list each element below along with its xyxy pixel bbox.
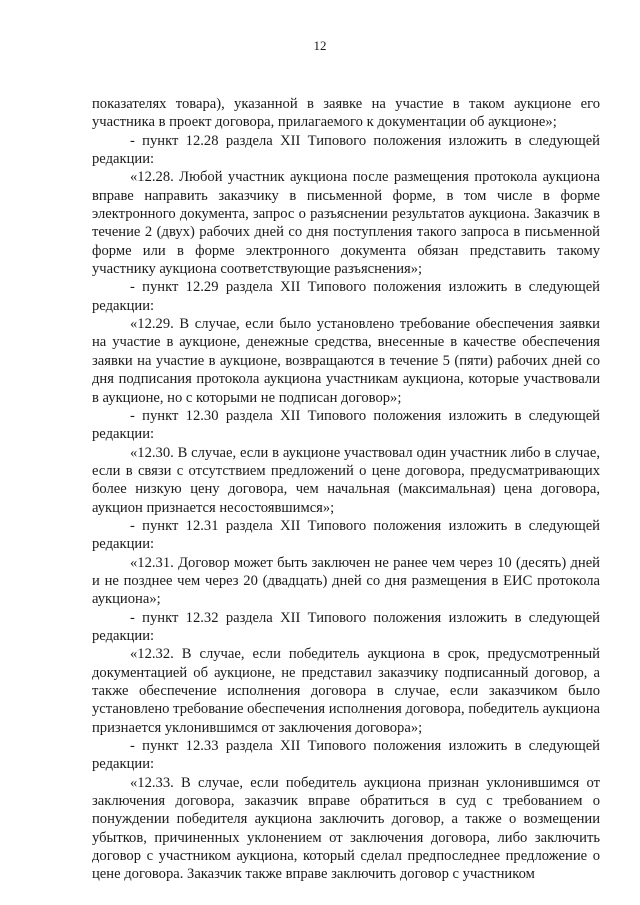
amendment-instruction-12-28: - пункт 12.28 раздела XII Типового положения изложить в следующей редакции: — [92, 132, 600, 168]
clause-12-32: «12.32. В случае, если победитель аукциона в срок, предусмотренный документацией об аукционе, не представил заказчику подписанный договор, а также обеспечение исполнения договора в случае, если заказчиком было установлено требование обеспечения исполнения договора, победитель аукциона признается уклонившимся от заключения договора»; — [92, 646, 600, 736]
amendment-instruction-12-31: - пункт 12.31 раздела XII Типового положения изложить в следующей редакции: — [92, 517, 600, 553]
clause-12-30: «12.30. В случае, если в аукционе участвовал один участник либо в случае, если в связи с отсутствием предложений о цене договора, предусматривающих более низкую цену договора, чем начальная (максимальная) цена договора, аукцион признается несостоявшимся»; — [92, 444, 600, 516]
document-body — [92, 95, 600, 884]
amendment-instruction-12-33: - пункт 12.33 раздела XII Типового положения изложить в следующей редакции: — [92, 738, 600, 773]
paragraph-continuation: показателях товара), указанной в заявке на участие в таком аукционе его участника в проект договора, прилагаемого к документации об аукционе»; — [92, 96, 600, 131]
amendment-instruction-12-32: - пункт 12.32 раздела XII Типового положения изложить в следующей редакции: — [92, 609, 600, 644]
clause-12-29: «12.29. В случае, если было установлено требование обеспечения заявки на участие в аукционе, денежные средства, внесенные в качестве обеспечения заявки на участие в аукционе, возвращаются в течение 5 (пяти) рабочих дней со дня подписания протокола аукциона участникам аукциона, которые участвовали в аукционе, но с которыми не подписан договор»; — [92, 316, 600, 406]
clause-12-33: «12.33. В случае, если победитель аукциона признан уклонившимся от заключения договора, заказчик вправе обратиться в суд с требованием о понуждении победителя аукциона заключить договор, а также о возмещении убытков, причиненных уклонением от заключения договора, либо заключить договор с участником аукциона, который сделал предпоследнее предложение о цене договора. Заказчик также вправе заключить договор с участником — [92, 774, 600, 883]
amendment-instruction-12-30: - пункт 12.30 раздела XII Типового положения изложить в следующей редакции: — [92, 407, 600, 443]
clause-12-28: «12.28. Любой участник аукциона после размещения протокола аукциона вправе направить заказчику в письменной форме, в том числе в форме электронного документа, запрос о разъяснении результатов аукциона. Заказчик в течение 2 (двух) рабочих дней со дня поступления такого запроса в письменной форме или в форме электронного документа обязан представить такому участнику аукциона соответствующие разъяснения»; — [92, 169, 600, 278]
amendment-instruction-12-29: - пункт 12.29 раздела XII Типового положения изложить в следующей редакции: — [92, 279, 600, 314]
page-number: 12 — [313, 38, 327, 53]
clause-12-31: «12.31. Договор может быть заключен не ранее чем через 10 (десять) дней и не позднее чем через 20 (двадцать) дней со дня размещения в ЕИС протокола аукциона»; — [92, 554, 600, 608]
